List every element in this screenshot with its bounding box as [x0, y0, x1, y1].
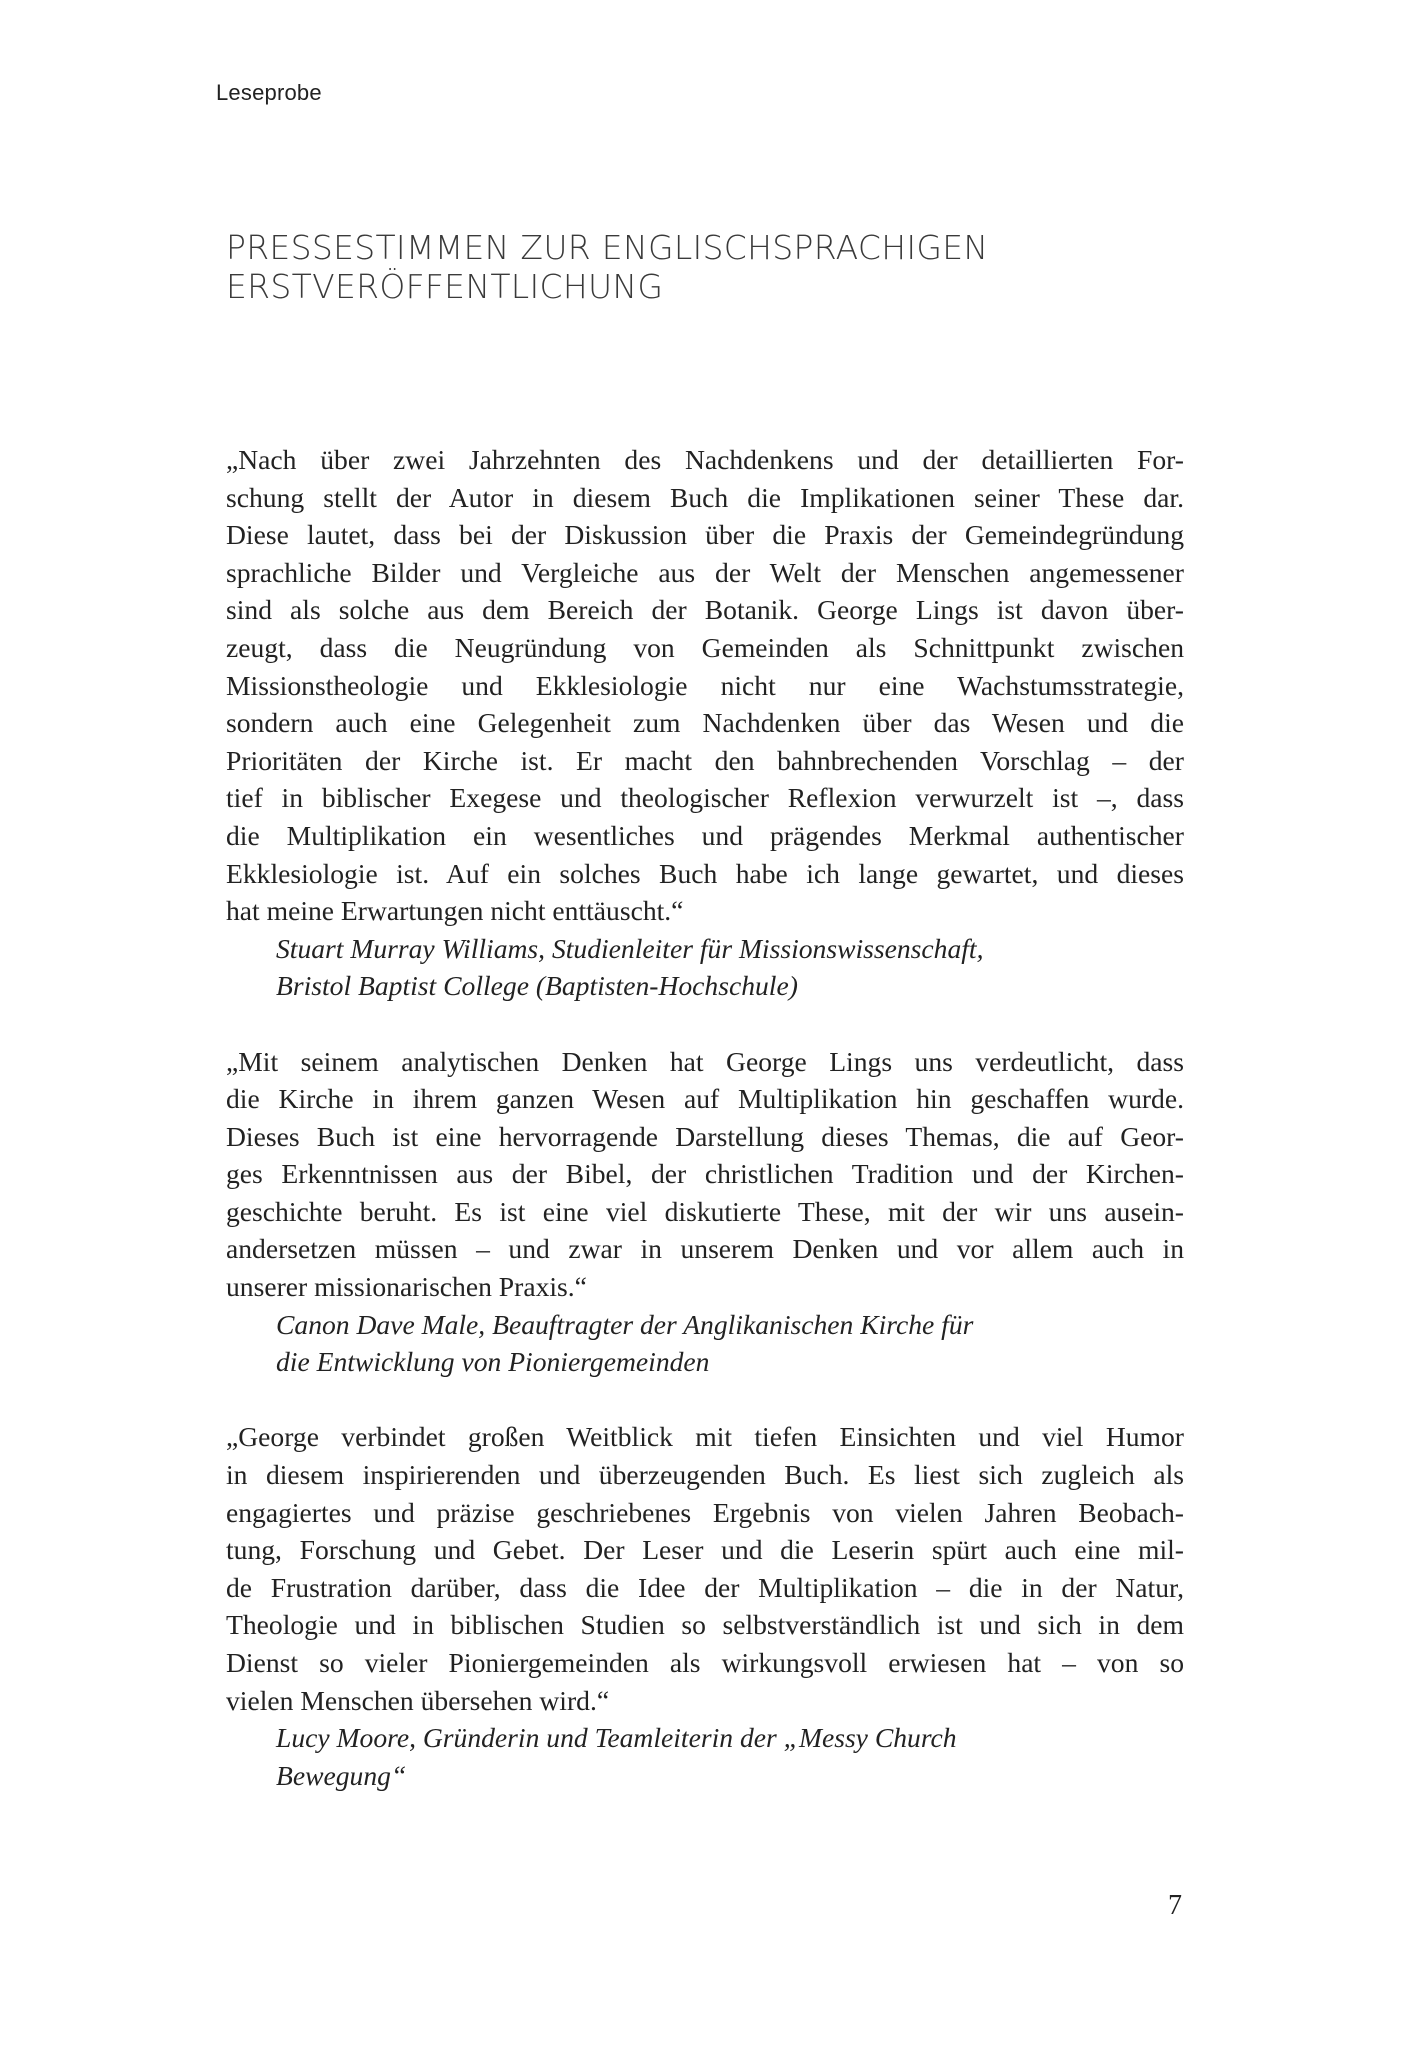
quote-line: ges Erkenntnissen aus der Bibel, der christlichen Tradition und der Kirchen-	[226, 1158, 1184, 1190]
quote-line: tung, Forschung und Gebet. Der Leser und die Leserin spürt auch eine mil-	[226, 1534, 1184, 1566]
title-line: ERSTVERÖFFENTLICHUNG	[226, 267, 664, 306]
quote-line: Theologie und in biblischen Studien so selbstverständlich ist und sich in dem	[226, 1609, 1184, 1641]
quote-line: hat meine Erwartungen nicht enttäuscht.“	[226, 895, 684, 927]
quote-line: unserer missionarischen Praxis.“	[226, 1271, 587, 1303]
title-line: PRESSESTIMMEN ZUR ENGLISCHSPRACHIGEN	[226, 228, 989, 267]
press-quote	[226, 1418, 1184, 1794]
quote-line: Ekklesiologie ist. Auf ein solches Buch habe ich lange gewartet, und dieses	[226, 857, 1184, 889]
quote-line: „Mit seinem analytischen Denken hat George Lings uns verdeutlicht, dass	[226, 1045, 1184, 1077]
press-quotes	[226, 441, 1184, 1832]
quote-line: sprachliche Bilder und Vergleiche aus der Welt der Menschen angemessener	[226, 556, 1184, 588]
quote-line: vielen Menschen übersehen wird.“	[226, 1684, 610, 1716]
quote-line: schung stellt der Autor in diesem Buch die Implikationen seiner These dar.	[226, 481, 1184, 513]
quote-attribution: Canon Dave Male, Beauftragter der Anglikanischen Kirche für	[276, 1308, 974, 1340]
quote-line: Dienst so vieler Pioniergemeinden als wirkungsvoll erwiesen hat – von so	[226, 1647, 1184, 1678]
quote-attribution: Lucy Moore, Gründerin und Teamleiterin der „Messy Church	[276, 1722, 957, 1754]
quote-line: Missionstheologie und Ekklesiologie nicht nur eine Wachstumsstrategie,	[226, 669, 1184, 701]
page-title	[226, 228, 1206, 306]
quote-line: sondern auch eine Gelegenheit zum Nachdenken über das Wesen und die	[226, 707, 1184, 739]
quote-line: in diesem inspirierenden und überzeugenden Buch. Es liest sich zugleich als	[226, 1459, 1184, 1491]
running-head: Leseprobe	[216, 80, 322, 105]
quote-line: geschichte beruht. Es ist eine viel diskutierte These, mit der wir uns ausein-	[226, 1195, 1184, 1227]
quote-line: Dieses Buch ist eine hervorragende Darstellung dieses Themas, die auf Geor-	[226, 1120, 1184, 1152]
press-quote	[226, 1043, 1184, 1381]
quote-line: Prioritäten der Kirche ist. Er macht den bahnbrechenden Vorschlag – der	[226, 744, 1184, 776]
press-quote	[226, 441, 1184, 1005]
quote-line: andersetzen müssen – und zwar in unserem Denken und vor allem auch in	[226, 1233, 1184, 1265]
quote-line: sind als solche aus dem Bereich der Botanik. George Lings ist davon über-	[226, 594, 1184, 626]
quote-line: zeugt, dass die Neugründung von Gemeinden als Schnittpunkt zwischen	[226, 631, 1184, 663]
quote-line: Diese lautet, dass bei der Diskussion über die Praxis der Gemeindegründung	[226, 519, 1184, 551]
quote-line: die Kirche in ihrem ganzen Wesen auf Multiplikation hin geschaffen wurde.	[226, 1083, 1184, 1115]
quote-line: die Multiplikation ein wesentliches und prägendes Merkmal authentischer	[226, 819, 1184, 851]
quote-attribution: Bewegung“	[276, 1759, 407, 1791]
quote-line: „George verbindet großen Weitblick mit tiefen Einsichten und viel Humor	[226, 1421, 1184, 1453]
page-number: 7	[1168, 1890, 1182, 1921]
quote-line: tief in biblischer Exegese und theologischer Reflexion verwurzelt ist –, dass	[226, 782, 1184, 814]
quote-line: engagiertes und präzise geschriebenes Ergebnis von vielen Jahren Beobach-	[226, 1496, 1184, 1528]
quote-attribution: Bristol Baptist College (Baptisten-Hochschule)	[276, 970, 798, 1002]
quote-attribution: Stuart Murray Williams, Studienleiter für Missionswissenschaft,	[276, 932, 984, 964]
quote-line: „Nach über zwei Jahrzehnten des Nachdenkens und der detaillierten For-	[226, 444, 1184, 475]
quote-line: de Frustration darüber, dass die Idee der Multiplikation – die in der Natur,	[226, 1571, 1184, 1603]
quote-attribution: die Entwicklung von Pioniergemeinden	[276, 1346, 710, 1378]
